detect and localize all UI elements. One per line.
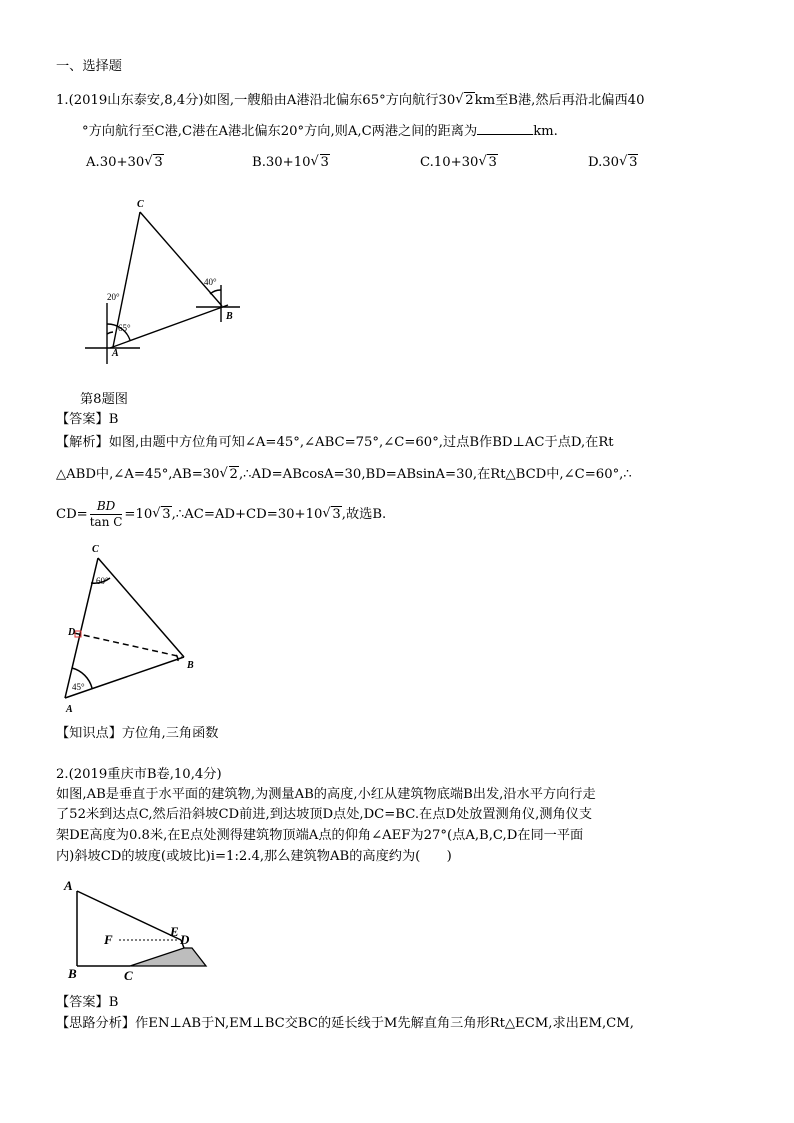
q2-thinking: 【思路分析】作EN⊥AB于N,EM⊥BC交BC的延长线于M先解直角三角形Rt△ECM,求出EM,CM, — [56, 1016, 634, 1031]
q1-option-b: B.30+10√ 3 — [252, 154, 330, 172]
point-b-label: B — [226, 311, 233, 322]
q2-line4: 内)斜坡CD的坡度(或坡比)i=1:2.4,那么建筑物AB的高度约为( ) — [56, 849, 452, 864]
q2-answer: 【答案】B — [56, 995, 119, 1010]
q1-option-a: A.30+30√ 3 — [86, 154, 164, 172]
q1-line1-text: 1.(2019山东泰安,8,4分)如图,一艘船由A港沿北偏东65°方向航行30 — [56, 93, 456, 108]
q1-answer: 【答案】B — [56, 412, 119, 427]
angle-40-label: 40° — [204, 277, 217, 287]
q1-line2 — [82, 122, 558, 141]
angle-60-label: 60° — [96, 576, 109, 586]
angle-45-label: 45° — [72, 682, 85, 692]
point-d-label: D — [68, 627, 76, 638]
q2-line3: 架DE高度为0.8米,在E点处测得建筑物顶端A点的仰角∠AEF为27°(点A,B,C,D在同一平面 — [56, 828, 584, 843]
section-heading: 一、选择题 — [56, 59, 122, 74]
q1-line1-tail: km至B港,然后再沿北偏西40 — [474, 93, 645, 108]
q1-option-c: C.10+30√ 3 — [420, 154, 498, 172]
q1-analysis-line1: 【解析】如图,由题中方位角可知∠A=45°,∠ABC=75°,∠C=60°,过点B作BD⊥AC于点D,在Rt — [56, 435, 614, 450]
q1-line2-text: °方向航行至C港,C港在A港北偏东20°方向,则A,C两港之间的距离为 — [82, 124, 478, 139]
point-a-label: A — [112, 348, 119, 359]
slope-cd — [130, 948, 206, 966]
side-cb — [140, 212, 222, 306]
angle-arc-20 — [107, 332, 113, 334]
q1-caption: 第8题图 — [80, 392, 128, 407]
point-f-label: F — [104, 932, 113, 947]
q2-figure — [60, 876, 220, 986]
point-c-label: C — [137, 199, 144, 210]
q2-title: 2.(2019重庆市B卷,10,4分) — [56, 767, 222, 782]
q1-analysis-line2: △ABD中,∠A=45°,AB=30√ 2,∴AD=ABcosA=30,BD=ABsinA=30,在Rt△BCD中,∠C=60°,∴ — [56, 466, 632, 484]
point-a-label: A — [66, 704, 73, 715]
point-d-label: D — [180, 932, 190, 947]
angle-65-label: 65° — [118, 323, 131, 333]
point-b-label: B — [68, 966, 77, 981]
point-c-label: C — [92, 544, 99, 555]
q1-line1 — [56, 92, 644, 110]
fraction: $\frac{BD}{\text{tan C}}$ — [89, 499, 123, 529]
angle-20-label: 20° — [107, 292, 120, 302]
answer-blank — [477, 122, 533, 135]
q1-figure — [80, 190, 260, 370]
point-c-label: C — [124, 968, 133, 983]
point-a-label: A — [64, 878, 73, 893]
radical: √ 2 — [455, 92, 474, 110]
point-b-label: B — [187, 660, 194, 671]
q2-line1: 如图,AB是垂直于水平面的建筑物,为测量AB的高度,小红从建筑物底端B出发,沿水平方向行走 — [56, 787, 596, 802]
side-cb — [98, 558, 184, 657]
q1-knowledge: 【知识点】方位角,三角函数 — [56, 726, 219, 741]
q2-line2: 了52米到达点C,然后沿斜坡CD前进,到达坡顶D点处,DC=BC.在点D处放置测角仪,测角仪支 — [56, 807, 593, 822]
q1-analysis-line3: CD= $\frac{BD}{\text{tan C}}$ =10√ 3,∴AC=AD+CD=30+10√ 3,故选B. — [56, 498, 386, 532]
q1-solution-figure — [56, 540, 216, 715]
q1-option-d: D.30√ 3 — [588, 154, 638, 172]
q1-line2-unit: km. — [533, 124, 558, 139]
sight-line-ae — [77, 891, 181, 940]
point-e-label: E — [170, 924, 179, 939]
angle-arc-40 — [210, 290, 221, 294]
